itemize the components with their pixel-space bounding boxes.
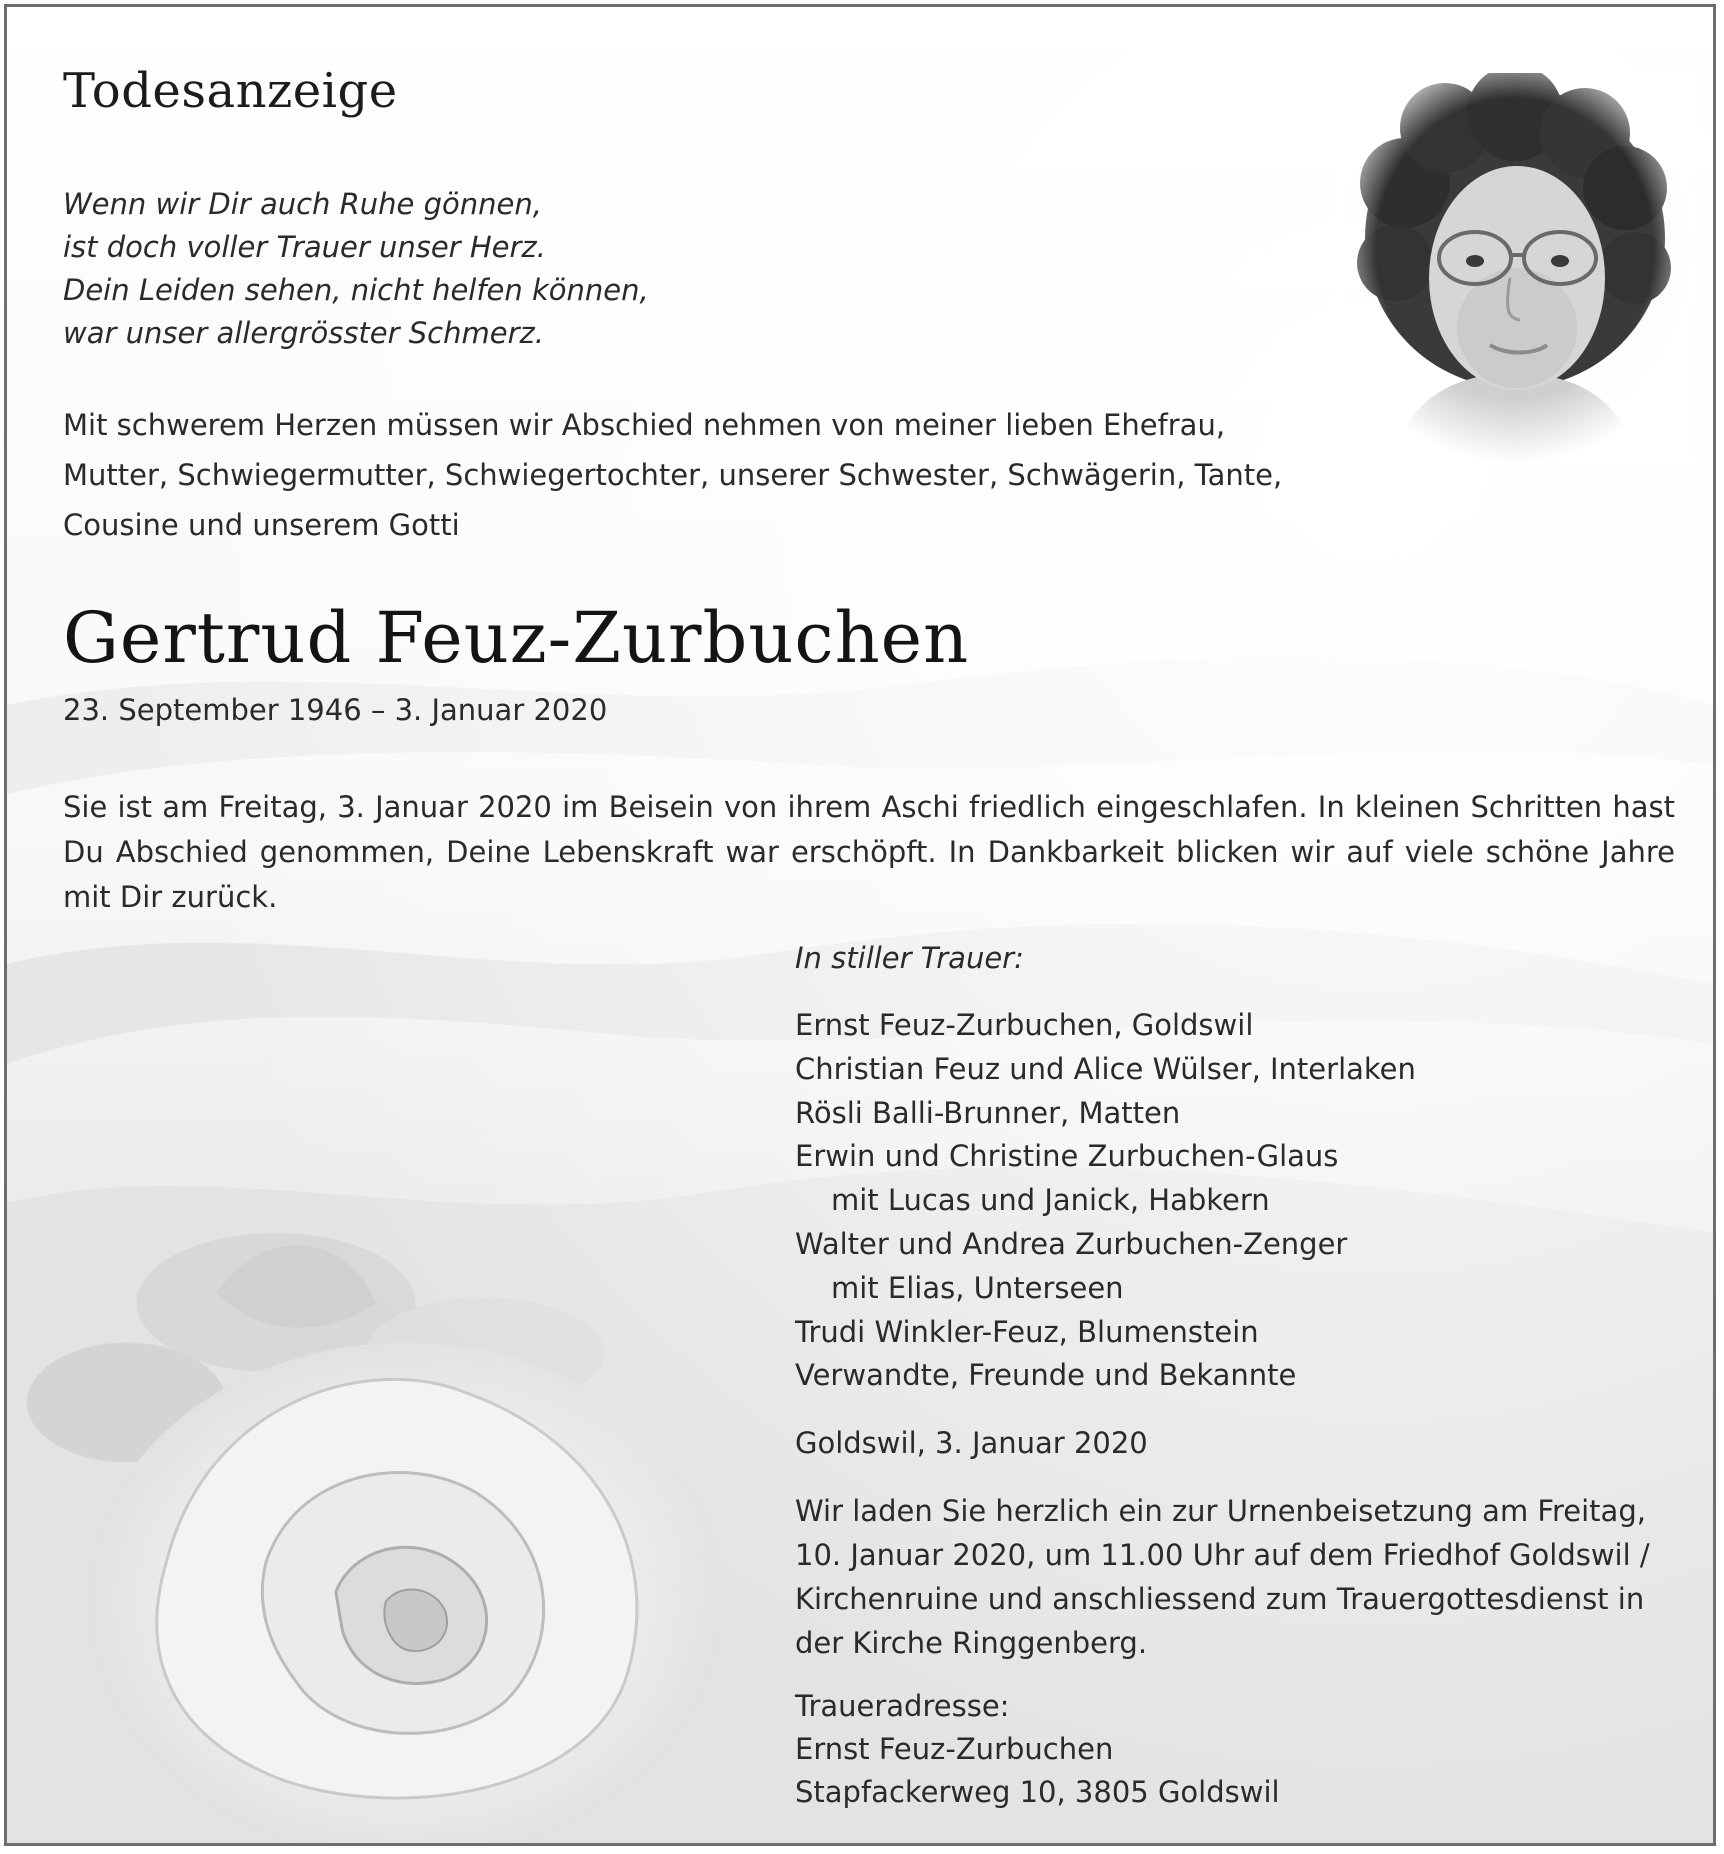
mourner-line: Rösli Balli-Brunner, Matten <box>795 1095 1181 1130</box>
mourner-line: mit Lucas und Janick, Habkern <box>831 1183 1270 1218</box>
poem <box>63 183 649 355</box>
obituary-notice <box>4 4 1716 1846</box>
poem-line: ist doch voller Trauer unser Herz. <box>63 230 546 264</box>
mourning-column <box>795 937 1675 1814</box>
mourner-line: Verwandte, Freunde und Bekannte <box>795 1358 1297 1393</box>
address-label: Traueradresse: <box>795 1689 1010 1724</box>
mourner-list <box>795 1004 1675 1398</box>
intro-text <box>63 400 1303 550</box>
life-dates: 23. September 1946 – 3. Januar 2020 <box>63 693 608 727</box>
invitation-line: Wir laden Sie herzlich ein zur Urnenbeisetzung am Freitag, <box>795 1494 1646 1529</box>
address-line: Stapfackerweg 10, 3805 Goldswil <box>795 1775 1280 1810</box>
story-paragraph: Sie ist am Freitag, 3. Januar 2020 im Beisein von ihrem Aschi friedlich eingeschlafen. In kleinen Schritten hast Du Abschied genommen, Deine Lebenskraft war erschöpft. In Dankbarkeit blicken wir auf viele schöne Jahre mit Dir zurück. <box>63 790 1675 914</box>
invitation-line: 10. Januar 2020, um 11.00 Uhr auf dem Friedhof Goldswil / <box>795 1538 1650 1573</box>
invitation-text <box>795 1489 1659 1665</box>
mourner-line: Christian Feuz und Alice Wülser, Interlaken <box>795 1051 1416 1086</box>
poem-line: Wenn wir Dir auch Ruhe gönnen, <box>63 187 542 221</box>
mourner-line: Trudi Winkler-Feuz, Blumenstein <box>795 1314 1259 1349</box>
invitation-line: Kirchenruine und anschliessend zum Trauergottesdienst in <box>795 1582 1645 1617</box>
mourner-line: Erwin und Christine Zurbuchen-Glaus <box>795 1139 1339 1174</box>
mourner-line: Walter und Andrea Zurbuchen-Zenger <box>795 1226 1348 1261</box>
intro-line: Mutter, Schwiegermutter, Schwiegertochter, unserer Schwester, Schwägerin, Tante, <box>63 458 1283 492</box>
poem-line: Dein Leiden sehen, nicht helfen können, <box>63 273 649 307</box>
page-title: Todesanzeige <box>63 63 398 119</box>
portrait-photo <box>1335 73 1695 463</box>
deceased-name: Gertrud Feuz-Zurbuchen <box>63 597 970 679</box>
mourner-line: mit Elias, Unterseen <box>831 1270 1124 1305</box>
invitation-line: der Kirche Ringgenberg. <box>795 1626 1148 1661</box>
mourner-line: Ernst Feuz-Zurbuchen, Goldswil <box>795 1008 1254 1042</box>
mourning-heading: In stiller Trauer: <box>795 941 1024 975</box>
mourning-address <box>795 1685 1675 1814</box>
intro-line: Cousine und unserem Gotti <box>63 508 460 542</box>
poem-line: war unser allergrösster Schmerz. <box>63 316 544 350</box>
intro-line: Mit schwerem Herzen müssen wir Abschied nehmen von meiner lieben Ehefrau, <box>63 408 1226 442</box>
place-date: Goldswil, 3. Januar 2020 <box>795 1426 1148 1461</box>
address-line: Ernst Feuz-Zurbuchen <box>795 1732 1114 1767</box>
